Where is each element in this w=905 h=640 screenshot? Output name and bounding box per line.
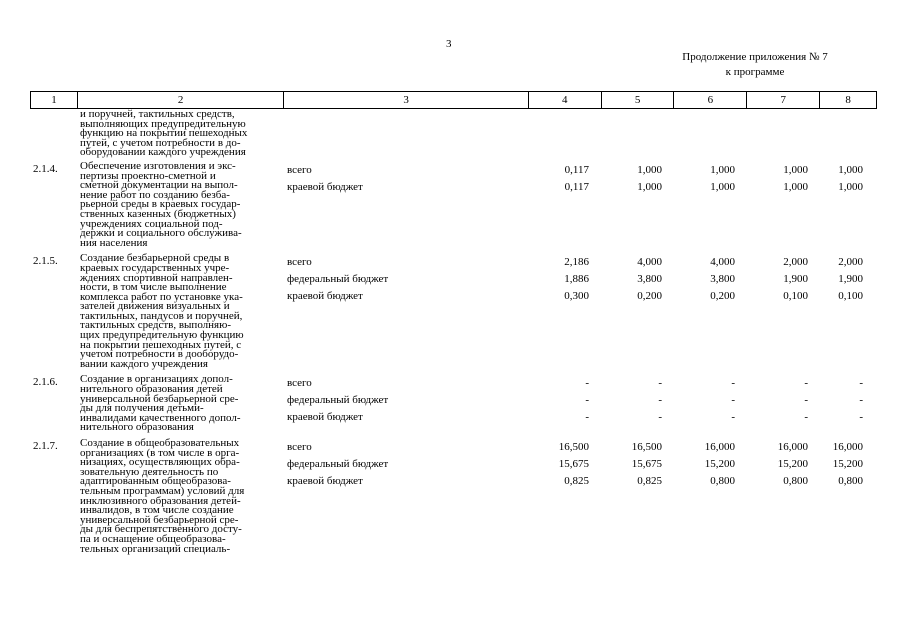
page-number: 3 (446, 38, 452, 50)
value-cell: 15,675 (558, 458, 589, 470)
funding-sources (284, 375, 529, 433)
funding-source: краевой бюджет (287, 475, 363, 487)
description-line: щих предупредительную функцию (80, 329, 244, 342)
description-line: зателей движения визуальных и (80, 300, 230, 313)
value-col-6 (675, 375, 748, 433)
description-line: сметной документации на выпол- (80, 179, 238, 192)
value-col-5 (602, 254, 675, 369)
row-number: 2.1.4. (33, 162, 58, 175)
value-cell: 16,500 (558, 441, 589, 453)
value-col-7 (748, 439, 821, 554)
funding-sources (284, 162, 529, 248)
value-cell: 0,800 (783, 475, 808, 487)
row-number: 2.1.7. (33, 440, 58, 452)
description-line: учетом потребности в дооборудо- (80, 348, 239, 361)
value-cell: 1,000 (838, 180, 863, 193)
table-row (30, 439, 877, 554)
value-col-4 (529, 110, 602, 158)
value-cell: - (731, 377, 735, 390)
description-line: нительного образования (80, 421, 194, 434)
value-cell: 16,000 (832, 441, 863, 453)
description-line: организациях (в том числе в орга- (80, 446, 240, 459)
funding-source: федеральный бюджет (287, 273, 389, 286)
value-cell: 1,900 (838, 273, 863, 286)
funding-source: краевой бюджет (287, 290, 363, 303)
value-col-8 (821, 162, 877, 248)
value-col-8 (821, 254, 877, 369)
description-line: ния населения (80, 236, 148, 249)
description-line: па и оснащение общеобразова- (80, 532, 226, 545)
value-cell: - (658, 411, 662, 424)
row-description (77, 159, 284, 249)
row-number: 2.1.5. (33, 255, 58, 268)
value-cell: - (731, 394, 735, 407)
value-col-4 (529, 162, 602, 248)
description-line: тельным программам) условий для (80, 484, 245, 497)
value-col-8 (821, 439, 877, 554)
header-col-1: 1 (31, 92, 78, 108)
value-cell: 1,900 (783, 273, 808, 286)
value-col-6 (675, 439, 748, 554)
header-col-8: 8 (845, 94, 851, 106)
value-col-5 (602, 439, 675, 554)
description-line: выполняющих предупредительную (80, 117, 246, 130)
value-cell: - (585, 394, 589, 407)
description-line: комплекса работ по установке ука- (80, 290, 243, 303)
row-number: 2.1.6. (33, 376, 58, 389)
description-line: ждениях спортивной направлен- (80, 271, 233, 284)
value-col-5 (602, 110, 675, 158)
description-line: инвалидов, в том числе создание (80, 504, 234, 517)
value-cell: 16,000 (777, 441, 808, 453)
value-cell: 0,300 (564, 290, 589, 303)
value-cell: 1,000 (783, 163, 808, 176)
continuation-line-1: Продолжение приложения № 7 (682, 51, 828, 63)
value-cell: 3,800 (637, 273, 662, 286)
description-line: рьерной среды в краевых государ- (80, 198, 241, 211)
description-line: тельных организаций специаль- (80, 542, 231, 555)
description-line: Обеспечение изготовления и экс- (80, 159, 236, 172)
funding-sources (284, 110, 529, 158)
value-cell: - (731, 411, 735, 424)
funding-sources (284, 439, 529, 554)
value-cell: 0,117 (564, 163, 589, 176)
description-line: вании каждого учреждения (80, 357, 208, 370)
funding-source: всего (287, 256, 312, 269)
header-col-5: 5 (602, 92, 675, 108)
value-cell: 4,000 (637, 256, 662, 269)
description-line: держки и социального обслужива- (80, 227, 242, 240)
table-row (30, 159, 877, 249)
description-line: путей, с учетом потребности в до- (80, 136, 241, 149)
value-cell: 1,000 (838, 163, 863, 176)
description-line: тактильных средств, выполняю- (80, 319, 231, 332)
value-cell: - (658, 377, 662, 390)
value-col-4 (529, 439, 602, 554)
value-col-6 (675, 162, 748, 248)
row-description (77, 439, 284, 554)
description-line: ственных казенных (бюджетных) (80, 207, 236, 220)
description-line: пертизы проектно-сметной и (80, 169, 216, 182)
value-col-7 (748, 162, 821, 248)
value-col-7 (748, 254, 821, 369)
description-line: ды для беспрепятственного досту- (80, 523, 242, 536)
value-col-5 (602, 375, 675, 433)
value-col-6 (675, 254, 748, 369)
value-cell: 16,000 (704, 441, 735, 453)
value-cell: - (859, 394, 863, 407)
value-cell: 15,675 (631, 458, 662, 470)
description-line: Создание в организациях допол- (80, 373, 233, 386)
funding-source: федеральный бюджет (287, 458, 389, 470)
description-line: оборудовании каждого учреждения (80, 146, 246, 159)
value-cell: 0,117 (564, 180, 589, 193)
header-col-6: 6 (674, 92, 747, 108)
header-col-4: 4 (529, 92, 602, 108)
row-description (77, 110, 284, 158)
value-cell: 0,800 (710, 475, 735, 487)
value-col-7 (748, 110, 821, 158)
value-cell: 15,200 (704, 458, 735, 470)
value-cell: 2,000 (783, 256, 808, 269)
description-line: адаптированным общеобразова- (80, 475, 231, 488)
description-line: и поручней, тактильных средств, (80, 108, 235, 120)
funding-source: всего (287, 377, 312, 390)
description-line: ды для получения детьми- (80, 402, 204, 415)
row-description (77, 375, 284, 433)
funding-source: краевой бюджет (287, 180, 363, 193)
value-col-5 (602, 162, 675, 248)
table-row (30, 110, 877, 158)
value-cell: 1,000 (710, 180, 735, 193)
description-line: нение работ по созданию безба- (80, 188, 230, 201)
value-cell: 2,186 (564, 256, 589, 269)
value-col-7 (748, 375, 821, 433)
value-cell: 1,000 (710, 163, 735, 176)
value-cell: 16,500 (631, 441, 662, 453)
description-line: функцию на покрытии пешеходных (80, 127, 248, 140)
description-line: инклюзивного образования детей- (80, 494, 241, 507)
description-line: зовательную деятельность по (80, 465, 219, 478)
value-cell: 2,000 (838, 256, 863, 269)
description-line: краевых государственных учре- (80, 261, 230, 274)
value-cell: - (585, 377, 589, 390)
value-cell: - (859, 411, 863, 424)
table-row (30, 254, 877, 369)
value-cell: 15,200 (777, 458, 808, 470)
description-line: универсальной безбарьерной сре- (80, 513, 239, 526)
description-line: Создание безбарьерной среды в (80, 252, 230, 265)
value-cell: 1,000 (637, 163, 662, 176)
value-cell: - (585, 411, 589, 424)
value-col-4 (529, 254, 602, 369)
table-row (30, 375, 877, 433)
value-cell: 0,825 (564, 475, 589, 487)
value-cell: 1,000 (637, 180, 662, 193)
table-header (30, 91, 877, 109)
header-col-7: 7 (747, 92, 820, 108)
value-col-8 (821, 110, 877, 158)
value-cell: - (658, 394, 662, 407)
continuation-line-2: к программе (725, 66, 785, 78)
description-line: нительного образования детей (80, 383, 223, 396)
value-cell: 3,800 (710, 273, 735, 286)
value-cell: 0,800 (838, 475, 863, 487)
value-col-6 (675, 110, 748, 158)
appendix-continuation (640, 50, 870, 80)
header-col-2: 2 (78, 92, 285, 108)
table-body (30, 110, 877, 554)
description-line: ности, в том числе выполнение (80, 281, 227, 294)
value-cell: 0,200 (710, 290, 735, 303)
funding-source: федеральный бюджет (287, 394, 389, 407)
value-cell: 0,100 (838, 290, 863, 303)
description-line: инвалидами качественного допол- (80, 411, 241, 424)
row-description (77, 254, 284, 369)
description-line: учреждениях социальной под- (80, 217, 223, 230)
value-cell: - (804, 377, 808, 390)
value-cell: - (859, 377, 863, 390)
value-cell: 1,886 (564, 273, 589, 286)
description-line: Создание в общеобразовательных (80, 437, 240, 449)
value-cell: 15,200 (832, 458, 863, 470)
funding-source: всего (287, 441, 312, 453)
header-col-3: 3 (284, 92, 528, 108)
funding-sources (284, 254, 529, 369)
value-cell: 0,200 (637, 290, 662, 303)
value-col-8 (821, 375, 877, 433)
description-line: универсальной безбарьерной сре- (80, 392, 239, 405)
description-line: низациях, осуществляющих обра- (80, 456, 240, 469)
description-line: тактильных, пандусов и поручней, (80, 309, 243, 322)
value-cell: - (804, 411, 808, 424)
funding-source: всего (287, 163, 312, 176)
funding-source: краевой бюджет (287, 411, 363, 424)
description-line: на покрытии пешеходных путей, с (80, 338, 242, 351)
value-col-4 (529, 375, 602, 433)
value-cell: 1,000 (783, 180, 808, 193)
value-cell: - (804, 394, 808, 407)
value-cell: 0,100 (783, 290, 808, 303)
value-cell: 0,825 (637, 475, 662, 487)
value-cell: 4,000 (710, 256, 735, 269)
row-number (30, 110, 77, 158)
